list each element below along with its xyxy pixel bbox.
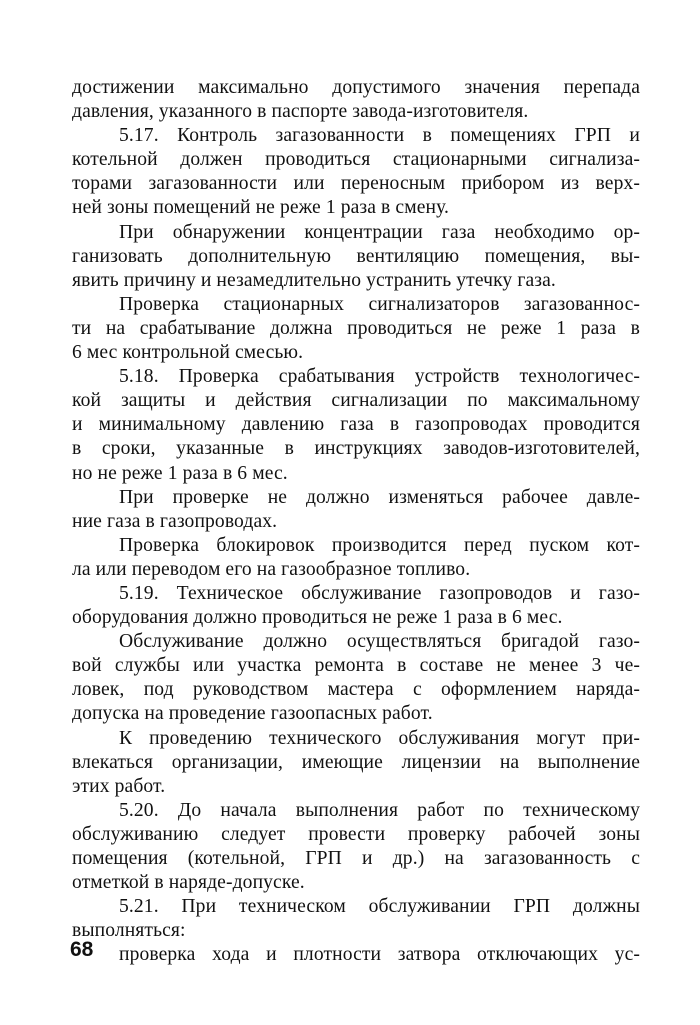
document-body — [72, 76, 640, 967]
text-line: ловек, под руководством мастера с оформлением наряда- — [72, 679, 640, 701]
text-line: проверка хода и плотности затвора отключающих ус- — [119, 944, 640, 966]
text-line: При проверке не должно изменяться рабочее давле- — [119, 486, 640, 508]
text-line: При обнаружении концентрации газа необходимо ор- — [119, 221, 640, 243]
text-line: в сроки, указанные в инструкциях заводов-изготовителей, — [72, 438, 640, 460]
page-number: 68 — [70, 938, 94, 961]
text-line: 5.19. Техническое обслуживание газопроводов и газо- — [119, 582, 640, 604]
text-line: но не реже 1 раза в 6 мес. — [72, 462, 288, 484]
text-line: влекаться организации, имеющие лицензии на выполнение — [72, 751, 640, 773]
text-line: котельной должен проводиться стационарными сигнализа- — [72, 149, 640, 171]
text-line: кой защиты и действия сигнализации по максимальному — [72, 390, 640, 412]
text-line: 5.21. При техническом обслуживании ГРП должны — [119, 896, 640, 918]
text-line: Обслуживание должно осуществляться бригадой газо- — [119, 631, 640, 653]
text-line: помещения (котельной, ГРП и др.) на загазованность с — [72, 848, 640, 869]
text-line: Проверка стационарных сигнализаторов загазованнос- — [119, 293, 640, 315]
text-line: торами загазованности или переносным прибором из верх- — [72, 173, 640, 195]
text-line: вой службы или участка ремонта в составе не менее 3 че- — [72, 655, 640, 677]
text-line: Проверка блокировок производится перед пуском кот- — [119, 534, 640, 556]
text-line: явить причину и незамедлительно устранить утечку газа. — [72, 269, 556, 291]
text-line: 5.20. До начала выполнения работ по техническому — [119, 799, 640, 821]
text-line: 6 мес контрольной смесью. — [72, 342, 304, 364]
text-line: ние газа в газопроводах. — [72, 510, 278, 532]
text-line: 5.17. Контроль загазованности в помещениях ГРП и — [119, 125, 640, 147]
text-line: ла или переводом его на газообразное топливо. — [72, 558, 471, 580]
text-line: ней зоны помещений не реже 1 раза в смену. — [72, 197, 450, 219]
text-line: допуска на проведение газоопасных работ. — [72, 703, 433, 725]
text-line: ти на срабатывание должна проводиться не реже 1 раза в — [72, 317, 640, 339]
text-line: обслуживанию следует провести проверку рабочей зоны — [72, 823, 640, 845]
text-line: 5.18. Проверка срабатывания устройств технологичес- — [119, 366, 640, 388]
text-line: ганизовать дополнительную вентиляцию помещения, вы- — [72, 245, 640, 267]
text-line: отметкой в наряде-допуске. — [72, 872, 305, 894]
text-line: выполняться: — [72, 920, 186, 942]
text-line: К проведению технического обслуживания могут при- — [119, 727, 640, 749]
text-line: этих работ. — [72, 775, 166, 797]
text-line: давления, указанного в паспорте завода-изготовителя. — [72, 101, 529, 123]
text-line: достижении максимально допустимого значения перепада — [72, 77, 640, 98]
text-line: и минимальному давлению газа в газопроводах проводится — [72, 414, 640, 436]
text-line: оборудования должно проводиться не реже 1 раза в 6 мес. — [72, 607, 563, 629]
